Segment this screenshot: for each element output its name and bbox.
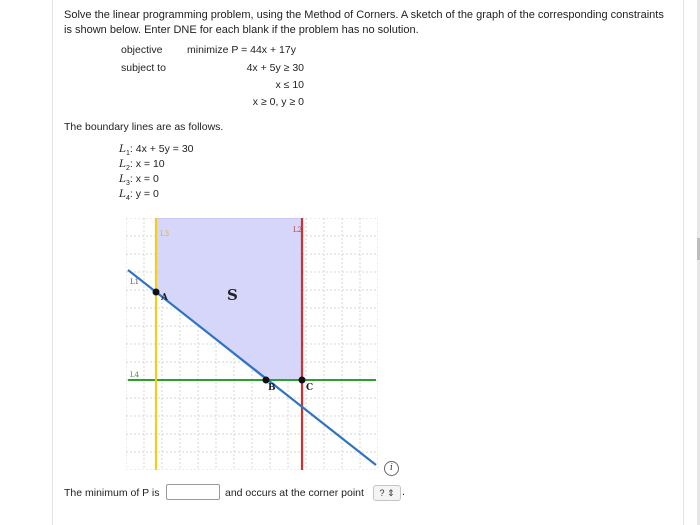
- answer-label: The minimum of P is: [64, 487, 160, 499]
- corner-point-select[interactable]: [373, 485, 401, 501]
- label-l2: L2: [293, 226, 303, 234]
- subject-to-label: subject to: [121, 62, 166, 74]
- constraint-3: x ≥ 0, y ≥ 0: [252, 96, 304, 108]
- constraint-graph: [126, 218, 378, 475]
- corner-point-a: [153, 289, 160, 296]
- sentence-period: .: [402, 486, 406, 498]
- corner-select-value: ?: [379, 488, 385, 498]
- point-label-b: B: [268, 383, 276, 393]
- boundary-lines-title: The boundary lines are as follows.: [64, 121, 224, 133]
- constraint-1: 4x + 5y ≥ 30: [246, 62, 304, 74]
- point-label-a: A: [161, 293, 168, 303]
- corner-point-c: [299, 377, 306, 384]
- constraint-2: x ≤ 10: [275, 79, 304, 91]
- boundary-line-3: $L_3$: x = 0: [119, 173, 159, 188]
- label-l4: L4: [130, 371, 140, 379]
- corner-point-label: and occurs at the corner point: [225, 487, 364, 499]
- objective-label: objective: [121, 44, 163, 56]
- boundary-line-2: $L_2$: x = 10: [119, 158, 165, 173]
- boundary-line-4: $L_4$: y = 0: [119, 188, 159, 203]
- info-icon[interactable]: i: [384, 461, 399, 476]
- objective-function: minimize P = 44x + 17y: [187, 44, 296, 56]
- chevron-up-down-icon: ⇕: [386, 488, 395, 498]
- label-l1: L1: [130, 278, 140, 286]
- minimum-value-input[interactable]: [166, 484, 220, 500]
- region-label: S: [227, 286, 238, 304]
- label-l3: L3: [160, 230, 170, 238]
- boundary-line-1: $L_1$: 4x + 5y = 30: [119, 143, 194, 158]
- problem-prompt: Solve the linear programming problem, using the Method of Corners. A sketch of the graph of the corresponding constraints is shown below. Enter DNE for each blank if the problem has no solution.: [64, 9, 664, 36]
- point-label-c: C: [306, 383, 314, 393]
